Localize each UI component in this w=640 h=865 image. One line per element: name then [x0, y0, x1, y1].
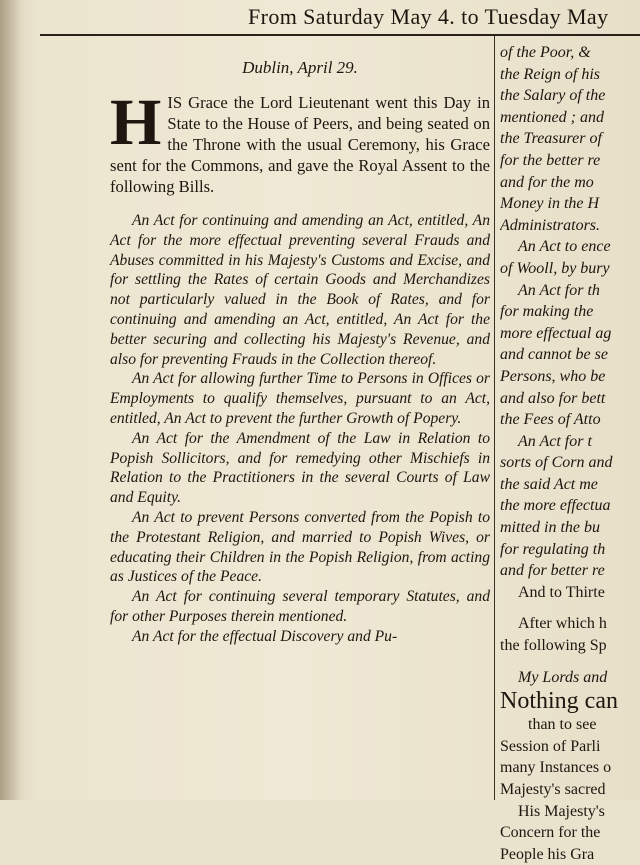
header-rule	[40, 34, 640, 36]
act-paragraph: An Act to prevent Persons converted from the Popish to the Protestant Religion, and married to Popish Wives, or educating their Children in the Popish Religion, from acting as Justices of the Peace.	[110, 508, 490, 586]
act-paragraph: An Act for the effectual Discovery and Pu-	[132, 627, 398, 645]
right-column-line: sorts of Corn and	[500, 454, 613, 472]
right-column-line: Money in the H	[500, 195, 600, 213]
right-column-line: An Act for th	[518, 281, 600, 299]
right-column-line: Majesty's sacred	[500, 781, 606, 798]
right-column-line: Persons, who be	[500, 367, 606, 385]
lead-text: IS Grace the Lord Lieutenant went this Day in State to the House of Peers, and being seated on the Throne with the usual Ceremony, his Grace sent for the Commons, and gave the Royal Assent to the following Bills.	[110, 93, 490, 196]
right-column-line: of Wooll, by bury	[500, 259, 610, 277]
act-paragraph: An Act for continuing and amending an Act, entitled, An Act for the more effectual preventing several Frauds and Abuses committed in his Majesty's Customs and Excise, and for settling the Rates of certain Goods and Merchandizes not particularly valued in the Book of Rates, and for continuing and amending an Act, entitled, An Act for the better securing and collecting his Majesty's Revenue, and also for preventing Frauds in the Collection thereof.	[110, 212, 490, 368]
column-rule	[494, 36, 495, 800]
right-column-line: the more effectua	[500, 497, 611, 515]
drop-cap: H	[110, 86, 162, 159]
right-column-line: and also for bett	[500, 389, 606, 407]
right-column-line: After which h	[518, 615, 607, 633]
right-column-line: Concern for the	[500, 824, 601, 842]
right-column-line: the Reign of his	[500, 65, 600, 83]
right-column-line: of the Poor, &	[500, 44, 591, 61]
page-edge-shadow	[0, 0, 22, 800]
right-column-line: An Act for t	[518, 432, 592, 450]
right-column-line: My Lords and	[518, 668, 608, 686]
right-column-line: and for better re	[500, 562, 605, 580]
running-head: From Saturday May 4. to Tuesday May	[248, 4, 609, 29]
right-column-line: His Majesty's	[518, 802, 605, 820]
act-paragraph: An Act for allowing further Time to Persons in Offices or Employments to qualify themselves, pursuant to an Act, entitled, An Act to prevent the further Growth of Popery.	[110, 370, 490, 427]
right-column-line: mitted in the bu	[500, 519, 600, 537]
right-column-line: than to see	[528, 716, 597, 734]
lead-paragraph	[110, 86, 490, 197]
dateline: Dublin, April 29.	[242, 58, 358, 77]
right-column-line: People his Gra	[500, 845, 595, 863]
right-column-line: And to Thirte	[518, 583, 605, 601]
right-column-line: more effectual ag	[500, 324, 612, 342]
right-column-line: and for the mo	[500, 173, 594, 191]
right-column-line: Administrators.	[500, 216, 601, 234]
right-column-line: Session of Parli	[500, 737, 601, 755]
right-column-line: An Act to ence	[518, 238, 611, 256]
right-column-line: for making the	[500, 303, 594, 321]
left-column	[110, 58, 490, 647]
right-column-line: Nothing can	[500, 688, 618, 715]
right-column-line: the Fees of Atto	[500, 411, 601, 429]
right-column-line: the Salary of the	[500, 87, 606, 105]
right-column-line: mentioned ; and	[500, 108, 604, 126]
right-column	[500, 42, 640, 865]
right-column-line: the following Sp	[500, 637, 607, 655]
right-column-line: the Treasurer of	[500, 130, 602, 148]
right-column-line: and cannot be se	[500, 346, 608, 364]
right-column-line: for the better re	[500, 151, 601, 169]
right-column-line: for regulating th	[500, 540, 606, 558]
right-column-line: many Instances o	[500, 759, 612, 777]
act-paragraph: An Act for continuing several temporary Statutes, and for other Purposes therein mentioned.	[110, 588, 490, 625]
right-column-line: the said Act me	[500, 475, 598, 493]
act-paragraph: An Act for the Amendment of the Law in Relation to Popish Sollicitors, and for remedying other Mischiefs in Relation to the Practitioners in the several Courts of Law and Equity.	[110, 429, 490, 507]
